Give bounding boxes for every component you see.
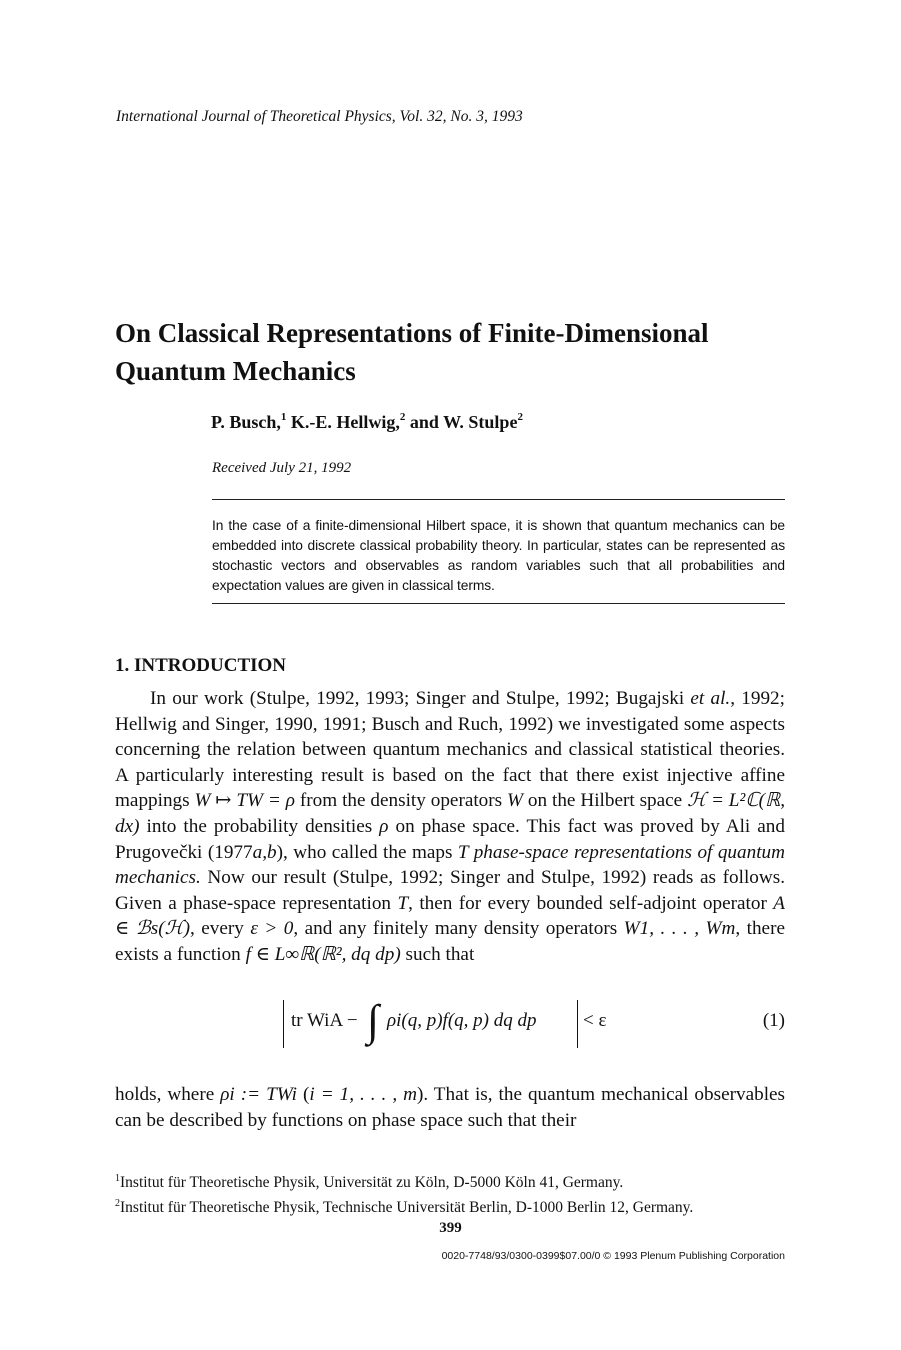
text-run: (: [297, 1084, 310, 1105]
section-heading: 1. INTRODUCTION: [115, 655, 287, 676]
author-3-affiliation: 2: [517, 411, 523, 423]
copyright-line: 0020-7748/93/0300-0399$07.00/0 © 1993 Plenum Publishing Corporation: [441, 1250, 785, 1262]
math-range: i = 1, . . . , m: [309, 1084, 417, 1105]
text-run: , there exists a function: [115, 918, 785, 965]
equation-rhs: < ε: [583, 1010, 607, 1031]
text-italic: T phase-space representations of quantum mechanics.: [115, 841, 785, 889]
received-date: Received July 21, 1992: [212, 460, 352, 476]
equation-number: (1): [762, 1010, 785, 1031]
abs-bar-right: [577, 1000, 578, 1048]
author-2-affiliation: 2: [399, 411, 406, 423]
author-list: [211, 411, 523, 433]
page-number: 399: [439, 1220, 462, 1236]
text-run: from the density operators: [294, 790, 508, 812]
footnote-marker: 2: [115, 1198, 120, 1209]
footnote-1: [115, 1168, 795, 1193]
math-density-operators: W1, . . . , Wm: [623, 918, 736, 940]
math-hilbert-space: ℋ = L²ℂ(ℝ, dx): [115, 790, 786, 837]
author-1-affiliation: 1: [280, 411, 287, 423]
abs-bar-left: [283, 1000, 284, 1048]
intro-paragraph: [115, 686, 785, 968]
integral-sign: ∫: [367, 996, 380, 1045]
text-run: , then for every bounded self-adjoint operator: [408, 892, 774, 914]
text-run: In our work (Stulpe, 1992, 1993; Singer and Stulpe, 1992; Bugajski: [150, 688, 691, 709]
text-run: on the Hilbert space: [523, 790, 688, 812]
math-symbol: W: [507, 790, 524, 812]
abstract: In the case of a finite-dimensional Hilbert space, it is shown that quantum mechanics can be embedded into discrete classical probability theory. In particular, states can be represented as stochastic vectors and observables as random variables such that all probabilities and expectation values are given in classical terms.: [212, 518, 785, 593]
abstract-top-rule: [212, 499, 785, 500]
equation-integrand: ρi(q, p)f(q, p) dq dp: [387, 1010, 537, 1031]
footnote-marker: 1: [115, 1173, 120, 1184]
author-1: P. Busch,: [211, 412, 281, 432]
paper-title: [115, 314, 795, 390]
text-run: ), who called the maps: [276, 841, 458, 863]
author-2: K.-E. Hellwig,: [286, 412, 400, 432]
footnotes: [115, 1168, 795, 1218]
text-run: , 1992; Hellwig and Singer, 1990, 1991; Busch and Ruch, 1992) we investigated some aspects concerning the relation between quantum mechanics and classical statistical theories. A particularly interesting result is based on the fact that there exist injective affine mappings: [115, 688, 785, 812]
text-run: on phase space. This fact was proved by Ali and Prugovečki (1977: [115, 815, 785, 863]
text-run: holds, where: [115, 1084, 221, 1105]
text-run: , every: [189, 918, 251, 940]
footnote-text: Institut für Theoretische Physik, Universität zu Köln, D-5000 Köln 41, Germany.: [120, 1174, 624, 1191]
math-mapping: W ↦ TW = ρ: [194, 790, 295, 812]
text-italic: a,b: [252, 841, 277, 863]
text-run: Now our result (Stulpe, 1992; Singer and Stulpe, 1992) reads as follows. Given a phase-space representation: [115, 867, 785, 914]
equation-1: [283, 994, 785, 1054]
footnote-text: Institut für Theoretische Physik, Technische Universität Berlin, D-1000 Berlin 12, Germany.: [120, 1199, 694, 1216]
text-run: such that: [400, 943, 475, 965]
text-run: into the probability densities: [139, 815, 380, 837]
math-definition: ρi := TWi: [220, 1084, 297, 1105]
author-3: and W. Stulpe: [405, 412, 518, 432]
intro-paragraph-continued: [115, 1082, 785, 1133]
math-symbol: T: [397, 892, 409, 914]
math-symbol: ρ: [379, 815, 389, 837]
math-operator: A ∈ ℬs(ℋ): [115, 892, 785, 940]
text-run: , and any finitely many density operators: [293, 918, 624, 940]
math-epsilon: ε > 0: [250, 918, 294, 940]
text-run: ). That is, the quantum mechanical observables can be described by functions on phase space such that their: [115, 1084, 786, 1131]
title-line-1: On Classical Representations of Finite-Dimensional: [115, 318, 709, 348]
footnote-2: [115, 1193, 795, 1218]
title-line-2: Quantum Mechanics: [115, 356, 356, 386]
equation-lhs: tr WiA −: [291, 1010, 358, 1031]
abstract-bottom-rule: [212, 603, 785, 604]
journal-header: International Journal of Theoretical Physics, Vol. 32, No. 3, 1993: [116, 108, 523, 125]
text-italic: et al.: [690, 688, 731, 709]
math-function-space: f ∈ L∞ℝ(ℝ², dq dp): [245, 943, 401, 965]
